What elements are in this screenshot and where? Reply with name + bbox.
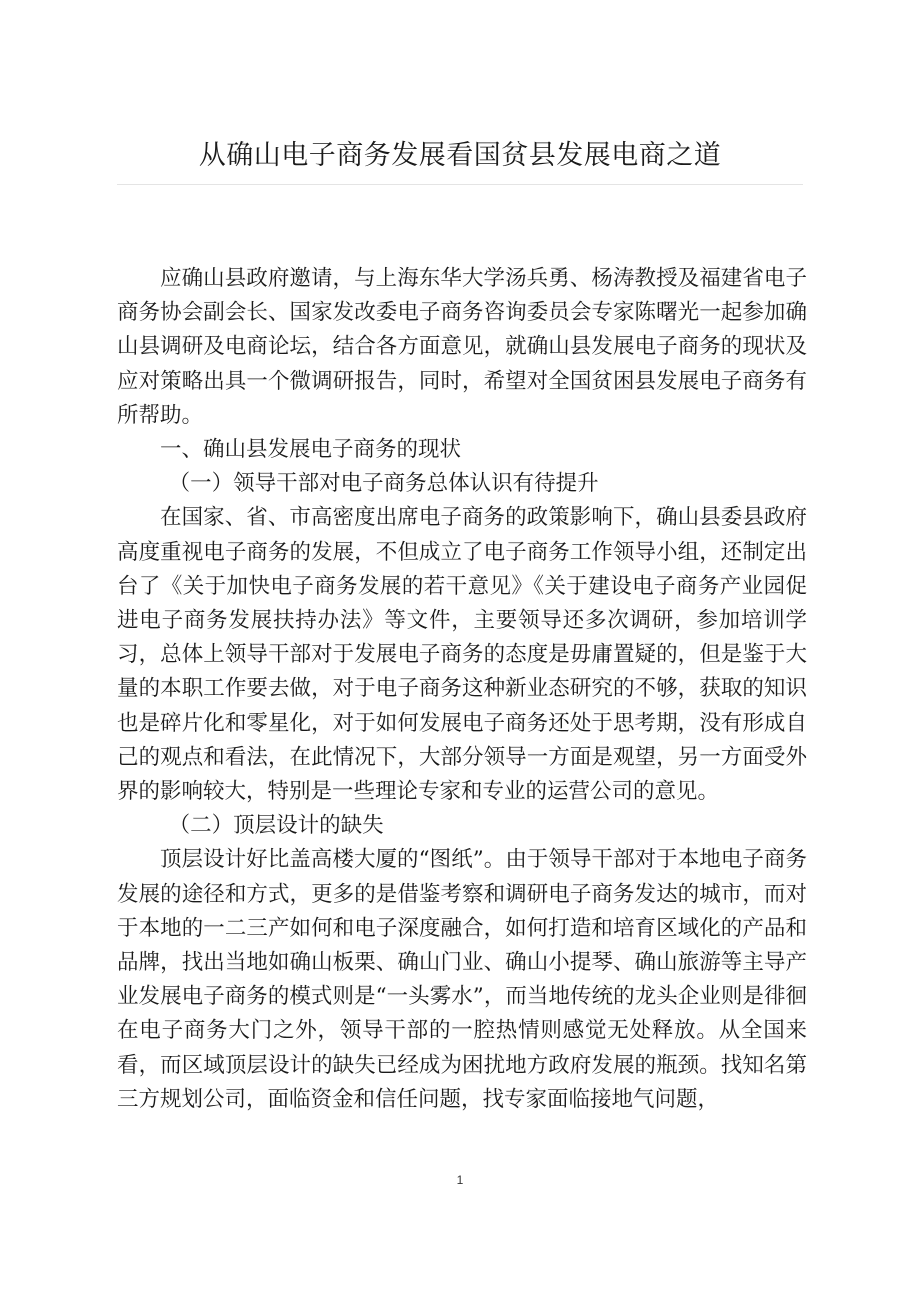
intro-paragraph: 应确山县政府邀请，与上海东华大学汤兵勇、杨涛教授及福建省电子商务协会副会长、国家发改委电子商务咨询委员会专家陈曙光一起参加确山县调研及电商论坛，结合各方面意见，就确山县发展电子商务的现状及应对策略出具一个微调研报告，同时，希望对全国贫困县发展电子商务有所帮助。: [117, 266, 807, 428]
page-number: 1: [456, 1173, 464, 1187]
document-body: [117, 262, 807, 1117]
title-divider: [117, 184, 803, 185]
body-paragraph-1: 在国家、省、市高密度出席电子商务的政策影响下，确山县委县政府高度重视电子商务的发展，不但成立了电子商务工作领导小组，还制定出台了《关于加快电子商务发展的若干意见》《关于建设电子商务产业园促进电子商务发展扶持办法》等文件，主要领导还多次调研，参加培训学习，总体上领导干部对于发展电子商务的态度是毋庸置疑的，但是鉴于大量的本职工作要去做，对于电子商务这种新业态研究的不够，获取的知识也是碎片化和零星化，对于如何发展电子商务还处于思考期，没有形成自己的观点和看法，在此情况下，大部分领导一方面是观望，另一方面受外界的影响较大，特别是一些理论专家和专业的运营公司的意见。: [117, 505, 807, 805]
subsection-heading-2: （二）顶层设计的缺失: [168, 813, 384, 839]
section-heading-1: 一、确山县发展电子商务的现状: [160, 437, 462, 463]
subsection-heading-1: （一）领导干部对电子商务总体认识有待提升: [168, 471, 599, 497]
body-paragraph-2: 顶层设计好比盖高楼大厦的“图纸”。由于领导干部对于本地电子商务发展的途径和方式，更多的是借鉴考察和调研电子商务发达的城市，而对于本地的一二三产如何和电子深度融合，如何打造和培育区域化的产品和品牌，找出当地如确山板栗、确山门业、确山小提琴、确山旅游等主导产业发展电子商务的模式则是“一头雾水”，而当地传统的龙头企业则是徘徊在电子商务大门之外，领导干部的一腔热情则感觉无处释放。从全国来看，而区域顶层设计的缺失已经成为困扰地方政府发展的瓶颈。找知名第三方规划公司，面临资金和信任问题，找专家面临接地气问题，: [117, 847, 807, 1112]
document-title: 从确山电子商务发展看国贫县发展电商之道: [198, 140, 722, 171]
